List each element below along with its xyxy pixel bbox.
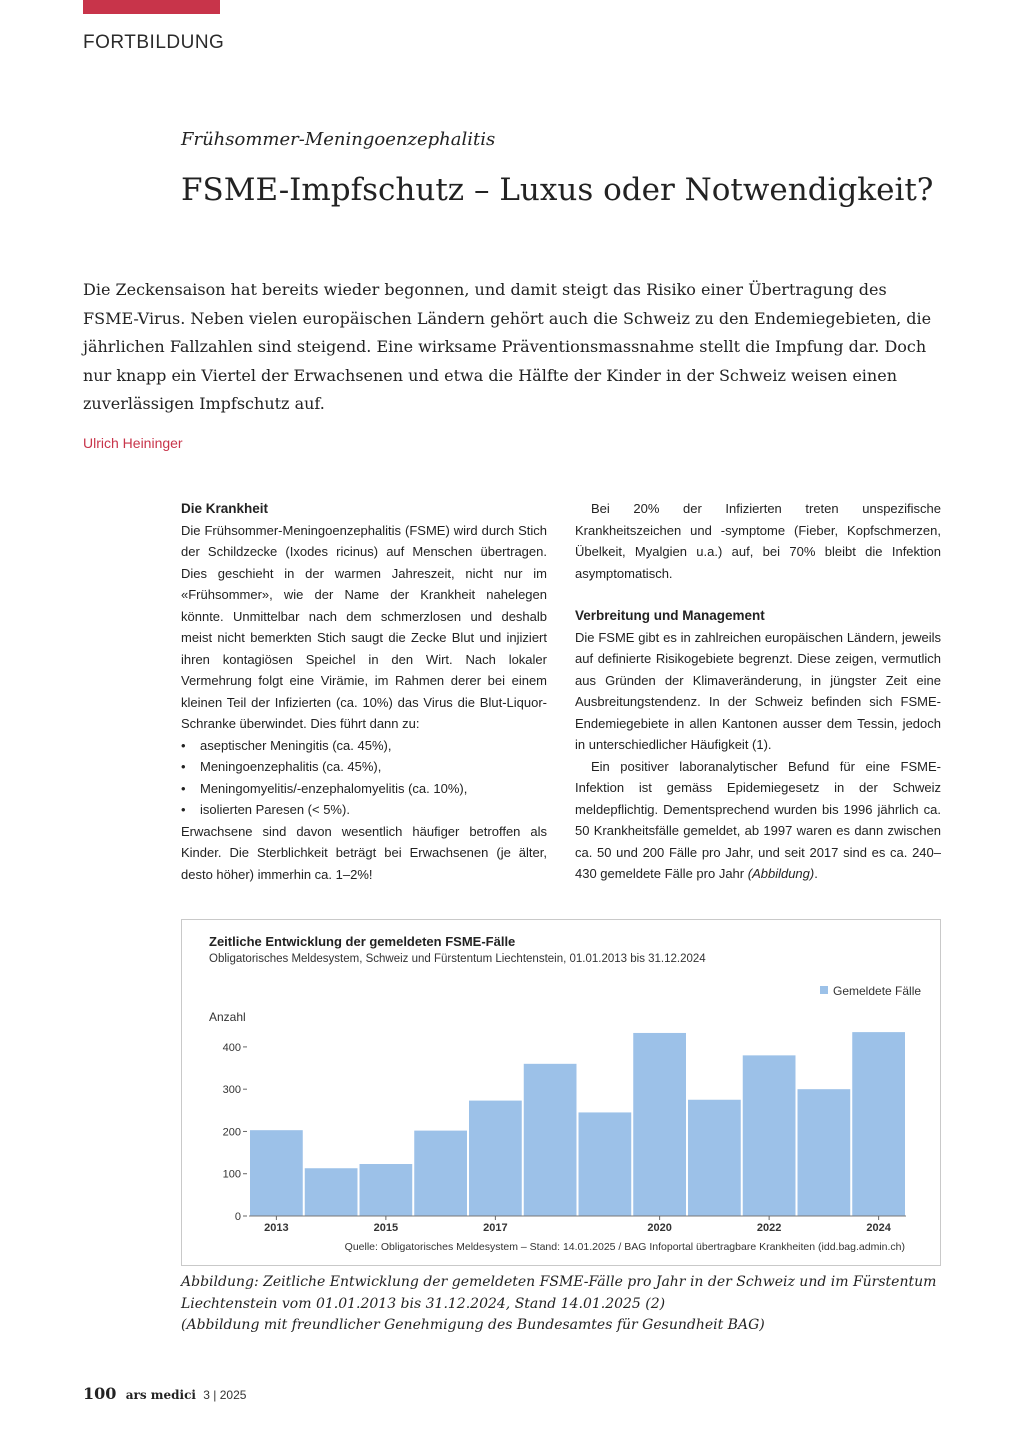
paragraph-end: . [814, 866, 818, 881]
page-footer [83, 1384, 246, 1403]
article-author: Ulrich Heininger [83, 435, 183, 451]
bar-chart [182, 920, 940, 1265]
list-item: • aseptischer Meningitis (ca. 45%), [181, 735, 547, 757]
y-axis-label: Anzahl [209, 1010, 246, 1024]
x-tick-label: 2015 [373, 1222, 399, 1234]
bar-2017 [469, 1101, 522, 1216]
bar-2021 [688, 1100, 741, 1216]
paragraph: Erwachsene sind davon wesentlich häufiger betroffen als Kinder. Die Sterblichkeit beträgt bei Erwachsenen (je älter, desto höher) immerhin ca. 1–2%! [181, 823, 547, 882]
chart-source: Quelle: Obligatorisches Meldesystem – Stand: 14.01.2025 / BAG Infoportal übertragbare Krankheiten (idd.bag.admin.ch) [344, 1241, 905, 1253]
right-column [575, 498, 941, 885]
paragraph: Die Frühsommer-Meningoenzephalitis (FSME) wird durch Stich der Schildzecke (Ixodes ricinus) auf Menschen übertragen. Dies geschieht in der warmen Jahreszeit, nicht nur im «Frühsommer», wie der Name der Krankheit nahelegen könnte. Unmittelbar nach dem schmerzlosen und deshalb meist nicht bemerkten Stich saugt die Zecke Blut und injiziert ihren kontagiösen Speichel in den Wirt. Nach lokaler Vermehrung folgt eine Virämie, im Rahmen derer bei einem kleinen Teil der Infizierten (ca. 10%) das Virus die Blut-Liquor-Schranke überwindet. Dies führt dann zu: [181, 522, 547, 731]
magazine-name: ars medici [125, 1388, 196, 1402]
caption-line: Abbildung: Zeitliche Entwicklung der gemeldeten FSME-Fälle pro Jahr in der Schweiz und im Fürstentum Liechtenstein vom 01.01.2013 bis 31.12.2024, Stand 14.01.2025 (2) [181, 1274, 937, 1312]
chart-title: Zeitliche Entwicklung der gemeldeten FSME-Fälle [209, 934, 516, 949]
list-item: • isolierten Paresen (< 5%). [181, 799, 547, 821]
y-tick-label: 0 [234, 1211, 241, 1223]
article-lead: Die Zeckensaison hat bereits wieder begonnen, und damit steigt das Risiko einer Übertragung des FSME-Virus. Neben vielen europäischen Ländern gehört auch die Schweiz zu den Endemiegebieten, die jährlichen Fallzahlen sind steigend. Eine wirksame Präventionsmassnahme stellt die Impfung dar. Doch nur knapp ein Viertel der Erwachsenen und etwa die Hälfte der Kinder in der Schweiz weisen einen zuverlässigen Impfschutz auf. [83, 280, 932, 413]
x-tick-label: 2013 [264, 1222, 289, 1234]
paragraph [575, 756, 941, 885]
paragraph: Die FSME gibt es in zahlreichen europäischen Ländern, jeweils auf definierte Risikogebiete begrenzt. Diese zeigen, vermutlich aus Gründen der Klimaveränderung, in jüngster Zeit eine Ausbreitungstendenz. In der Schweiz befinden sich FSME-Endemiegebiete in allen Kantonen ausser dem Tessin, jedoch in unterschiedlicher Häufigkeit (1). [575, 629, 941, 752]
section-color-bar [83, 0, 220, 14]
section-label: FORTBILDUNG [83, 32, 225, 53]
bar-2019 [579, 1112, 632, 1216]
left-column [181, 498, 547, 885]
paragraph: Bei 20% der Infizierten treten unspezifische Krankheitszeichen und -symptome (Fieber, Kopfschmerzen, Übelkeit, Myalgien u.a.) auf, bei 70% bleibt die Infektion asymptomatisch. [575, 501, 941, 581]
bar-2020 [633, 1033, 686, 1216]
page-number: 100 [83, 1384, 117, 1403]
y-tick-label: 100 [222, 1168, 241, 1181]
chart-figure [181, 919, 941, 1266]
legend-label: Gemeldete Fälle [833, 984, 922, 998]
article-kicker: Frühsommer-Meningoenzephalitis [181, 129, 496, 150]
list-item: • Meningoenzephalitis (ca. 45%), [181, 756, 547, 778]
bar-2024 [852, 1032, 905, 1216]
figure-reference: (Abbildung) [747, 866, 815, 881]
issue-number: 3 | 2025 [203, 1388, 247, 1402]
list-item: • Meningomyelitis/-enzephalomyelitis (ca. 10%), [181, 778, 547, 800]
bar-2018 [524, 1064, 577, 1216]
bar-2014 [305, 1168, 358, 1216]
x-tick-label: 2022 [756, 1222, 782, 1234]
section-heading-krankheit: Die Krankheit [181, 501, 269, 516]
paragraph-text: Ein positiver laboranalytischer Befund für eine FSME-Infektion ist gemäss Epidemiegesetz in der Schweiz meldepflichtig. Dementsprechend wurden bis 1996 jährlich ca. 50 Krankheitsfälle gemeldet, ab 1997 waren es dann zwischen ca. 50 und 200 Fälle pro Jahr, und seit 2017 sind es ca. 240–430 gemeldete Fälle pro Jahr [575, 758, 941, 881]
symptom-list [181, 735, 547, 821]
bar-2015 [360, 1164, 413, 1216]
x-tick-label: 2024 [866, 1222, 891, 1234]
caption-line: (Abbildung mit freundlicher Genehmigung des Bundesamtes für Gesundheit BAG) [181, 1317, 765, 1333]
x-tick-label: 2017 [483, 1222, 508, 1234]
bar-2016 [414, 1131, 467, 1216]
article-title: FSME-Impfschutz – Luxus oder Notwendigkeit? [181, 172, 934, 208]
x-tick-label: 2020 [647, 1222, 672, 1234]
figure-caption [181, 1272, 951, 1337]
section-heading-verbreitung: Verbreitung und Management [575, 608, 765, 623]
y-tick-label: 300 [222, 1084, 241, 1097]
bar-2022 [743, 1055, 796, 1216]
y-tick-label: 200 [222, 1126, 241, 1139]
bar-2013 [250, 1130, 303, 1216]
y-tick-label: 400 [222, 1041, 241, 1054]
bar-2023 [798, 1089, 851, 1216]
chart-subtitle: Obligatorisches Meldesystem, Schweiz und Fürstentum Liechtenstein, 01.01.2013 bis 31.12.2024 [209, 953, 706, 965]
